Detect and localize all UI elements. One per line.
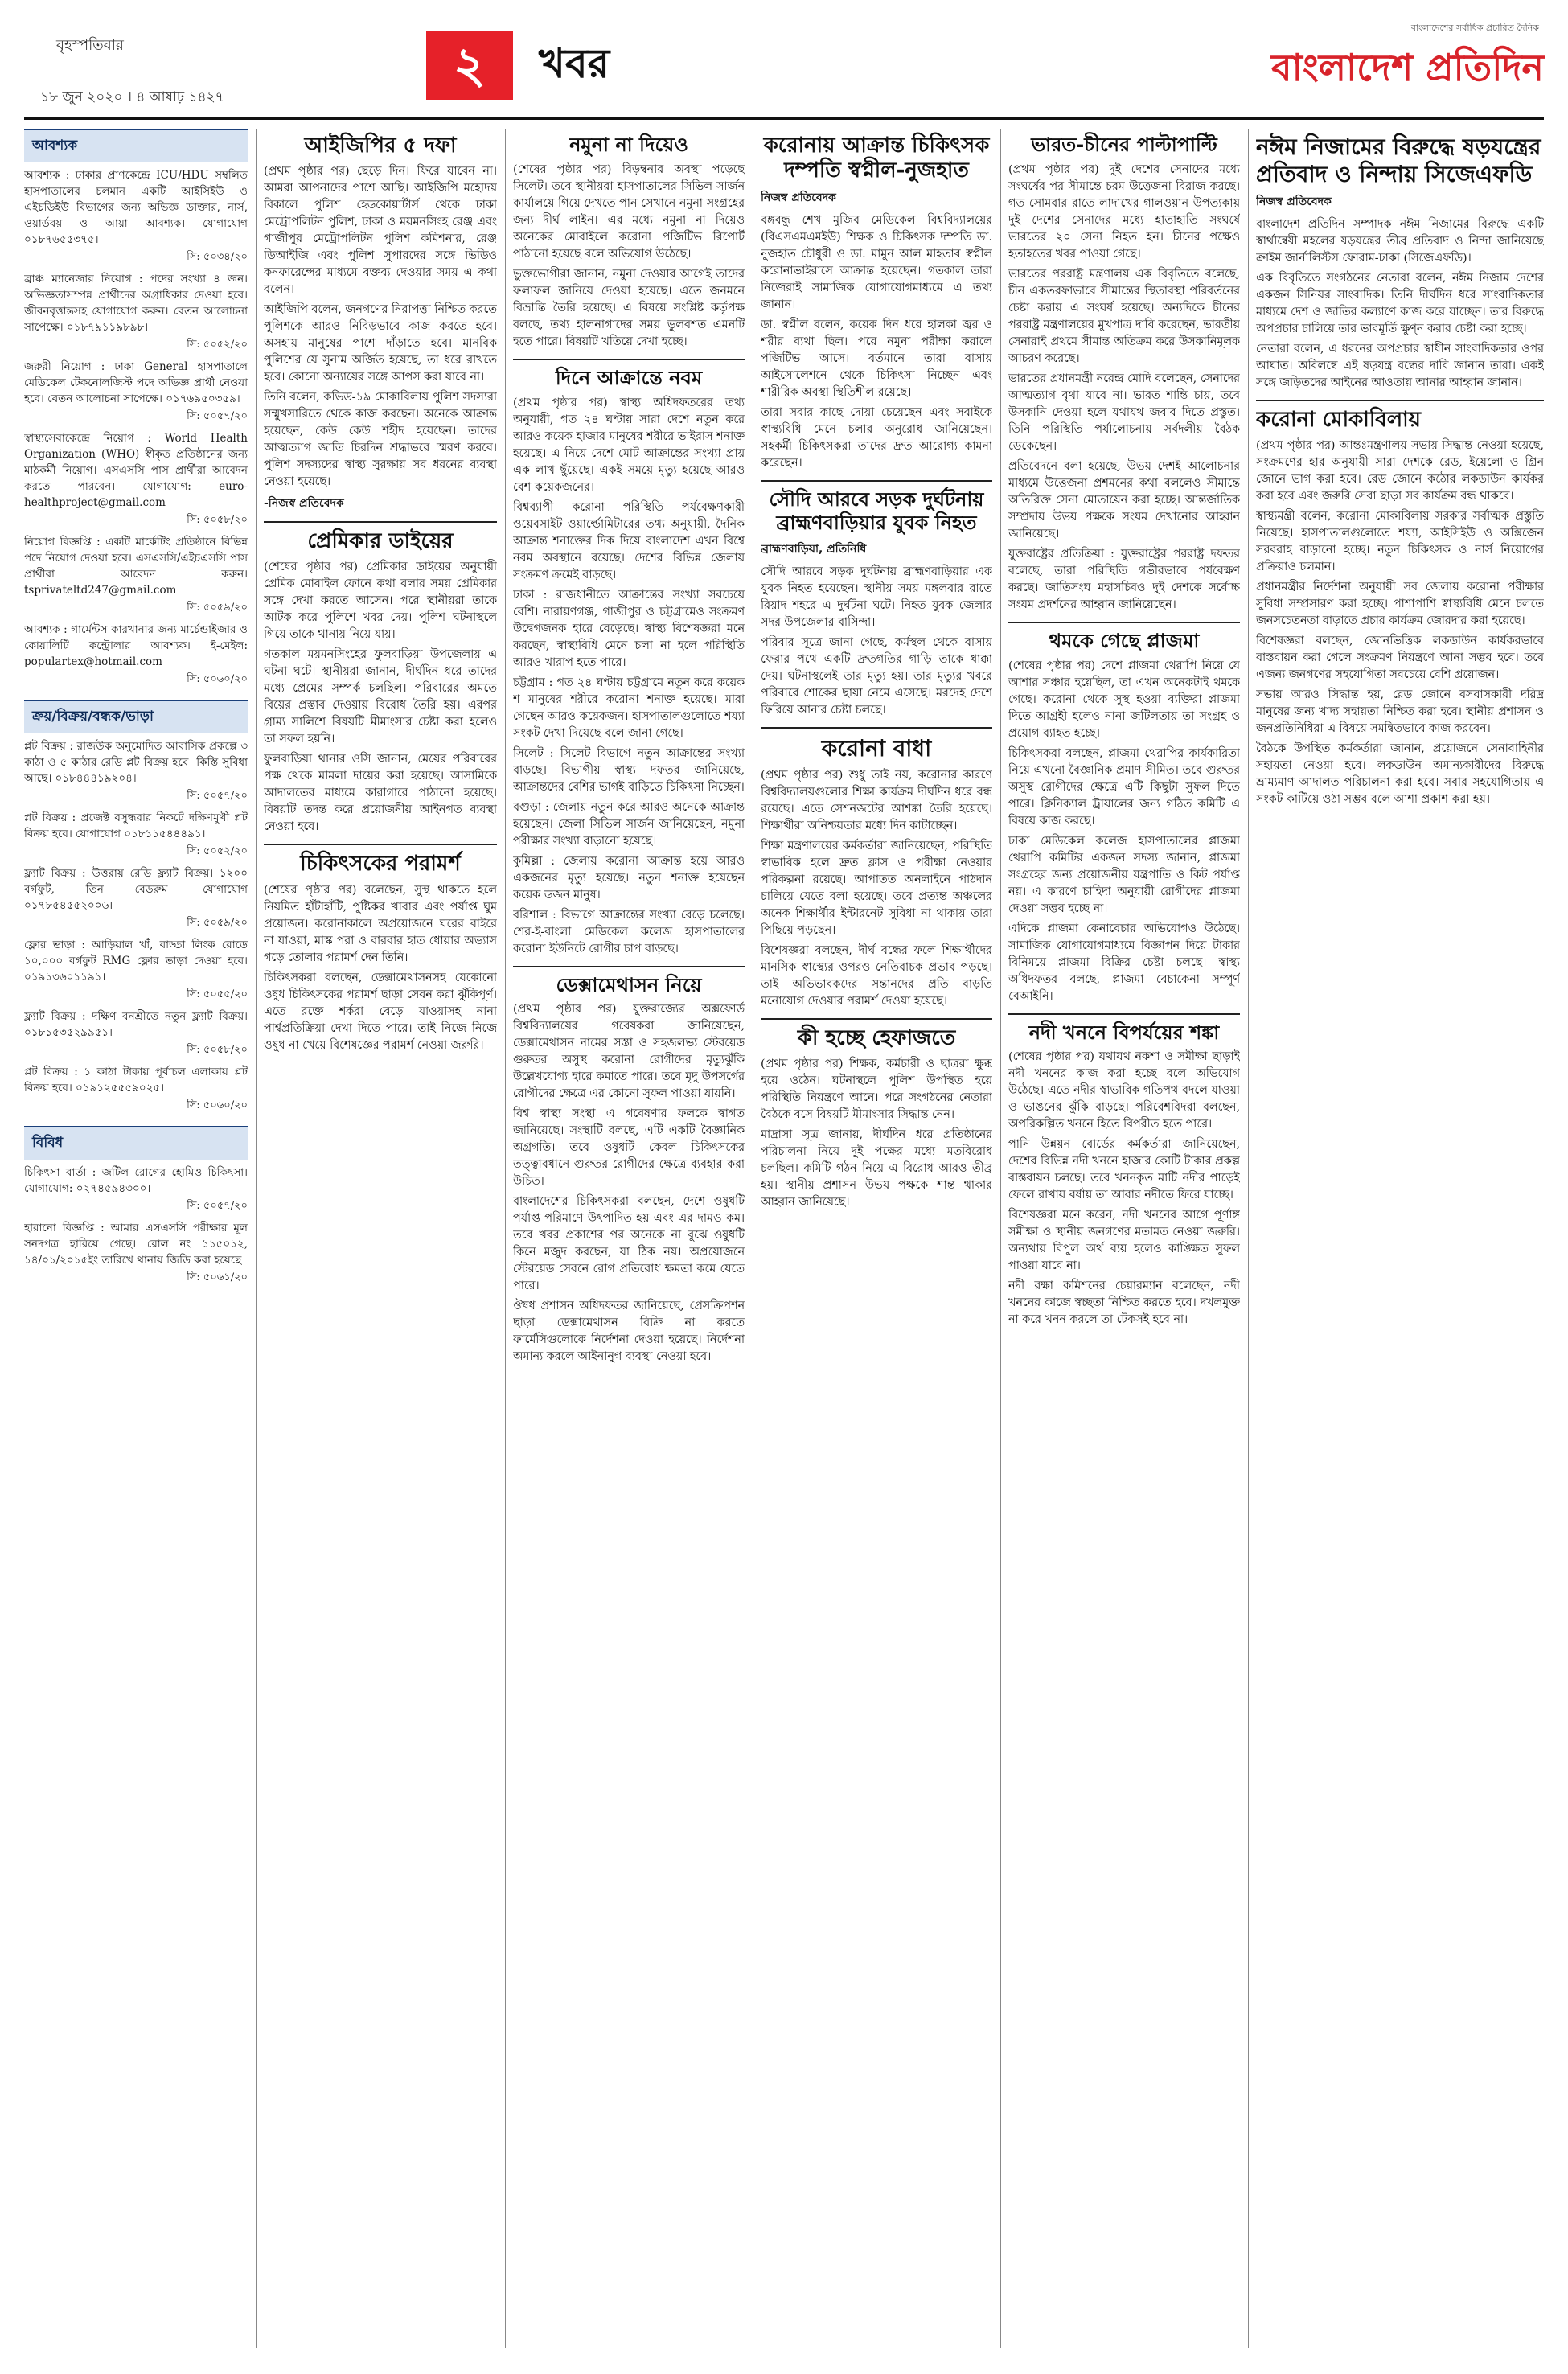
news-article bbox=[761, 133, 992, 472]
newspaper-logo bbox=[1254, 16, 1544, 111]
article-paragraph: (প্রথম পৃষ্ঠার পর) দুই দেশের সেনাদের মধ্যে সংঘর্ষের পর সীমান্তে চরম উত্তেজনা বিরাজ করছে। গত সোমবার রাতে লাদাখের গালওয়ান উপত্যকায় দুই দেশের সেনাদের মধ্যে হাতাহাতি সংঘর্ষে ভারতের ২০ সেনা নিহত হন। চীনের পক্ষেও হতাহতের খবর পাওয়া গেছে। bbox=[1008, 162, 1240, 261]
article-paragraph: ফুলবাড়িয়া থানার ওসি জানান, মেয়ের পরিবারের পক্ষ থেকে মামলা দায়ের করা হয়েছে। আসামিকে আদালতের মাধ্যমে কারাগারে পাঠানো হয়েছে। বিষয়টি তদন্ত করে প্রয়োজনীয় আইনগত ব্যবস্থা নেওয়া হবে। bbox=[264, 753, 497, 834]
article-paragraph: যুক্তরাষ্ট্রের প্রতিক্রিয়া : যুক্তরাষ্ট্রের পররাষ্ট্র দফতর বলেছে, তারা পরিস্থিতি গভীরভাবে পর্যবেক্ষণ করছে। জাতিসংঘ মহাসচিবও দুই দেশকে সর্বোচ্চ সংযম প্রদর্শনের আহ্বান জানিয়েছেন। bbox=[1008, 547, 1240, 611]
news-article bbox=[513, 133, 745, 351]
news-article bbox=[264, 529, 497, 836]
article-byline: নিজস্ব প্রতিবেদক bbox=[761, 191, 836, 205]
article-paragraph: বিশেষজ্ঞরা বলছেন, জোনভিত্তিক লকডাউন কার্যকরভাবে বাস্তবায়ন করা গেলে সংক্রমণ নিয়ন্ত্রণে আনা সম্ভব হবে। তবে এজন্য জনগণের সহযোগিতা সবচেয়ে বেশি প্রয়োজন। bbox=[1256, 635, 1544, 682]
article-headline: ভারত-চীনের পাল্টাপাল্টি bbox=[1031, 133, 1217, 156]
article-headline: আইজিপির ৫ দফা bbox=[304, 133, 457, 158]
article-headline: ডেক্সামেথাসন নিয়ে bbox=[556, 973, 702, 996]
article-paragraph: বগুড়া : জেলায় নতুন করে আরও অনেকে আক্রান্ত হয়েছেন। জেলা সিভিল সার্জন জানিয়েছেন, নমুনা পরীক্ষার সংখ্যা বাড়ানো হয়েছে। bbox=[513, 800, 745, 848]
classified-ad-ref: সি: ৫০৫৭/২০ bbox=[187, 410, 248, 422]
article-paragraph: বরিশাল : বিভাগে আক্রান্তের সংখ্যা বেড়ে চলেছে। শের-ই-বাংলা মেডিকেল কলেজ হাসপাতালের করোনা ইউনিটে রোগীর চাপ বাড়ছে। bbox=[513, 908, 745, 955]
article-paragraph: বিশেষজ্ঞরা বলছেন, দীর্ঘ বন্ধের ফলে শিক্ষার্থীদের মানসিক স্বাস্থ্যের ওপরও নেতিবাচক প্রভাব পড়ছে। তাই অভিভাবকদের সন্তানদের প্রতি বাড়তি মনোযোগ দেওয়ার পরামর্শ দেওয়া হয়েছে। bbox=[761, 943, 992, 1008]
article-paragraph: চট্টগ্রাম : গত ২৪ ঘণ্টায় চট্টগ্রামে নতুন করে কয়েক শ মানুষের শরীরে করোনা শনাক্ত হয়েছে। মারা গেছেন আরও কয়েকজন। হাসপাতালগুলোতে শয্যা সংকট দেখা দিয়েছে বলে জানা গেছে। bbox=[513, 676, 745, 740]
article-paragraph: সভায় আরও সিদ্ধান্ত হয়, রেড জোনে বসবাসকারী দরিদ্র মানুষের জন্য খাদ্য সহায়তা নিশ্চিত করা হবে। স্থানীয় প্রশাসন ও জনপ্রতিনিধিরা এ বিষয়ে সমন্বিতভাবে কাজ করবেন। bbox=[1256, 688, 1544, 736]
article-paragraph: কুমিল্লা : জেলায় করোনা আক্রান্ত হয়ে আরও একজনের মৃত্যু হয়েছে। নতুন শনাক্ত হয়েছেন কয়েক ডজন মানুষ। bbox=[513, 854, 745, 902]
news-article bbox=[1008, 133, 1240, 614]
news-column-5 bbox=[1008, 129, 1240, 2348]
classified-ad bbox=[24, 1220, 248, 1287]
article-headline: থমকে গেছে প্লাজমা bbox=[1049, 629, 1200, 652]
classified-ad bbox=[24, 167, 248, 266]
article-paragraph: এদিকে প্লাজমা কেনাবেচার অভিযোগও উঠেছে। সামাজিক যোগাযোগমাধ্যমে বিজ্ঞাপন দিয়ে টাকার বিনিময়ে প্লাজমা বিক্রির চেষ্টা চলছে। স্বাস্থ্য অধিদফতর বলছে, প্লাজমা বেচাকেনা সম্পূর্ণ বেআইনি। bbox=[1008, 922, 1240, 1003]
news-article bbox=[761, 488, 992, 719]
article-headline: নদী খননে বিপর্যয়ের শঙ্কা bbox=[1028, 1021, 1220, 1044]
article-paragraph: (শেষের পৃষ্ঠার পর) বলেছেন, সুস্থ থাকতে হলে নিয়মিত হাঁটাহাঁটি, পুষ্টিকর খাবার এবং পর্যাপ্ত ঘুম প্রয়োজন। করোনাকালে অপ্রয়োজনে ঘরের বাইরে না যাওয়া, মাস্ক পরা ও বারবার হাত ধোয়ার অভ্যাস গড়ে তোলার পরামর্শ দেন তিনি। bbox=[264, 883, 497, 964]
article-separator bbox=[264, 521, 497, 523]
classified-ad bbox=[24, 1164, 248, 1215]
classified-ad-text: ফ্ল্যাট বিক্রয় : উত্তরায় রেডি ফ্ল্যাট বিক্রয়। ১২০০ বর্গফুট, তিন বেডরুম। যোগাযোগ ০১৭৮৫৪৫৫২০০৬। bbox=[24, 867, 248, 912]
classified-ad-text: প্লট বিক্রয় : প্রজেক্ট বসুন্ধরার নিকটে দক্ষিণমুখী প্লট বিক্রয় হবে। যোগাযোগ ০১৮১১৫৪৪৪৯১। bbox=[24, 811, 248, 840]
column-divider bbox=[1248, 129, 1249, 2348]
classified-section-title: বিবিধ bbox=[24, 1126, 248, 1160]
article-headline: নমুনা না দিয়েও bbox=[569, 133, 688, 156]
classified-section-title: ক্রয়/বিক্রয়/বন্ধক/ভাড়া bbox=[24, 700, 248, 733]
article-paragraph: ভারতের প্রধানমন্ত্রী নরেন্দ্র মোদি বলেছেন, সেনাদের আত্মত্যাগ বৃথা যাবে না। ভারত শান্তি চায়, তবে উসকানি দেওয়া হলে যথাযথ জবাব দিতে প্রস্তুত। তিনি পরিস্থিতি পর্যালোচনায় সর্বদলীয় বৈঠক ডেকেছেন। bbox=[1008, 372, 1240, 453]
classified-list bbox=[24, 738, 248, 1115]
article-paragraph: (প্রথম পৃষ্ঠার পর) শিক্ষক, কর্মচারী ও ছাত্ররা ক্ষুব্ধ হয়ে ওঠেন। ঘটনাস্থলে পুলিশ উপস্থিত হয়ে পরিস্থিতি নিয়ন্ত্রণে আনে। পরে সংগঠনের নেতারা বৈঠকে বসে বিষয়টি মীমাংসার সিদ্ধান্ত নেন। bbox=[761, 1057, 992, 1121]
classifieds-column bbox=[24, 129, 248, 2348]
classified-ad-text: নিয়োগ বিজ্ঞপ্তি : একটি মার্কেটিং প্রতিষ্ঠানে বিভিন্ন পদে নিয়োগ দেওয়া হবে। এসএসসি/এইচএসসি পাস প্রার্থীরা আবেদন করুন। tsprivateltd247@gmail.com bbox=[24, 536, 248, 597]
news-column-4 bbox=[761, 129, 992, 2348]
article-paragraph: তারা সবার কাছে দোয়া চেয়েছেন এবং সবাইকে স্বাস্থ্যবিধি মেনে চলার অনুরোধ জানিয়েছেন। সহকর্মী চিকিৎসকরা তাদের দ্রুত আরোগ্য কামনা করেছেন। bbox=[761, 406, 992, 470]
classified-ad-text: জরুরী নিয়োগ : ঢাকা General হাসপাতালে মেডিকেল টেকনোলজিস্ট পদে অভিজ্ঞ প্রার্থী নেওয়া হবে। বেতন আলোচনা সাপেক্ষে। ০১৭৬৯৫০৩৫৯। bbox=[24, 360, 248, 405]
article-paragraph: পানি উন্নয়ন বোর্ডের কর্মকর্তারা জানিয়েছেন, দেশের বিভিন্ন নদী খননে হাজার কোটি টাকার প্রকল্প বাস্তবায়ন চলছে। তবে খননকৃত মাটি নদীর পাড়েই ফেলে রাখায় বর্ষায় তা আবার নদীতে ফিরে যাচ্ছে। bbox=[1008, 1138, 1240, 1202]
classified-ad bbox=[24, 534, 248, 617]
article-paragraph: বাংলাদেশের চিকিৎসকরা বলছেন, দেশে ওষুধটি পর্যাপ্ত পরিমাণে উৎপাদিত হয় এবং এর দামও কম। তবে খবর প্রকাশের পর অনেকে না বুঝে ওষুধটি কিনে মজুদ করছেন, যা ঠিক নয়। অপ্রয়োজনে স্টেরয়েড সেবনে রোগ প্রতিরোধ ক্ষমতা কমে যেতে পারে। bbox=[513, 1195, 745, 1293]
article-paragraph: (শেষের পৃষ্ঠার পর) প্রেমিকার ডাইয়ের অনুযায়ী প্রেমিক মোবাইল ফোনে কথা বলার সময় প্রেমিকার সঙ্গে দেখা করতে আসেন। পরে স্থানীয়রা তাকে আটক করে পুলিশে খবর দেয়। পুলিশ ঘটনাস্থলে গিয়ে তাকে থানায় নিয়ে যায়। bbox=[264, 561, 497, 642]
column-divider bbox=[256, 129, 257, 2348]
classified-ad-text: আবশ্যক : ঢাকার প্রাণকেন্দ্রে ICU/HDU সম্বলিত হাসপাতালের চলমান একটি আইসিইউ ও এইচডিইউ বিভাগের জন্য অভিজ্ঞ ডাক্তার, নার্স, ওয়ার্ডবয় ও আয়া আবশ্যক। যোগাযোগ ০১৮৭৬৫৫৩৭৫। bbox=[24, 169, 248, 246]
article-separator bbox=[264, 844, 497, 845]
article-paragraph: শিক্ষা মন্ত্রণালয়ের কর্মকর্তারা জানিয়েছেন, পরিস্থিতি স্বাভাবিক হলে দ্রুত ক্লাস ও পরীক্ষা নেওয়ার পরিকল্পনা রয়েছে। আপাতত অনলাইনে পাঠদান চালিয়ে যেতে বলা হয়েছে। তবে প্রত্যন্ত অঞ্চলের অনেক শিক্ষার্থীর ইন্টারনেট সুবিধা না থাকায় তারা পিছিয়ে পড়ছেন। bbox=[761, 839, 992, 937]
article-paragraph: (প্রথম পৃষ্ঠার পর) শুধু তাই নয়, করোনার কারণে বিশ্ববিদ্যালয়গুলোর শিক্ষা কার্যক্রম দীর্ঘদিন ধরে বন্ধ রয়েছে। এতে সেশনজটের আশঙ্কা তৈরি হয়েছে। শিক্ষার্থীরা অনিশ্চয়তার মধ্যে দিন কাটাচ্ছেন। bbox=[761, 768, 992, 832]
news-article bbox=[1008, 1021, 1240, 1329]
classified-ad-ref: সি: ৫০৫২/২০ bbox=[187, 845, 248, 857]
article-headline: সৌদি আরবে সড়ক দুর্ঘটনায় ব্রাহ্মণবাড়িয়ার যুবক নিহত bbox=[769, 488, 984, 535]
article-headline: নঈম নিজামের বিরুদ্ধে ষড়যন্ত্রের প্রতিবাদ ও নিন্দায় সিজেএফডি bbox=[1256, 133, 1541, 187]
classified-ad-text: প্লট বিক্রয় : ১ কাঠা টাকায় পূর্বাচল এলাকায় প্লট বিক্রয় হবে। ০১৯১২৫৫৫৯০২৫। bbox=[24, 1066, 248, 1095]
article-separator bbox=[761, 480, 992, 482]
classified-ad bbox=[24, 1064, 248, 1115]
masthead-day: বৃহস্পতিবার bbox=[56, 37, 124, 54]
article-separator bbox=[513, 359, 745, 360]
news-column-6 bbox=[1256, 129, 1544, 2348]
news-article bbox=[264, 852, 497, 1054]
classified-ad-ref: সি: ৫০৫৯/২০ bbox=[187, 602, 248, 614]
classified-ad bbox=[24, 430, 248, 529]
article-byline: -নিজস্ব প্রতিবেদক bbox=[264, 497, 344, 511]
classified-ad-text: ব্রাঞ্চ ম্যানেজার নিয়োগ : পদের সংখ্যা ৪ জন। অভিজ্ঞতাসম্পন্ন প্রার্থীদের অগ্রাধিকার দেওয়া হবে। জীবনবৃত্তান্তসহ যোগাযোগ করুন। বেতন আলোচনা সাপেক্ষে। ০১৮৭৯১১৯৮৯৮। bbox=[24, 273, 248, 334]
classified-ad-ref: সি: ৫০৫৮/২০ bbox=[187, 1044, 248, 1056]
article-paragraph: (প্রথম পৃষ্ঠার পর) আন্তঃমন্ত্রণালয় সভায় সিদ্ধান্ত নেওয়া হয়েছে, সংক্রমণের হার অনুযায়ী সারা দেশকে রেড, ইয়েলো ও গ্রিন জোনে ভাগ করা হবে। রেড জোনে কঠোর লকডাউন কার্যকর করা হবে এবং জরুরি সেবা ছাড়া সব কার্যক্রম বন্ধ থাকবে। bbox=[1256, 439, 1544, 503]
classified-ad-text: চিকিৎসা বার্তা : জটিল রোগের হোমিও চিকিৎসা। যোগাযোগ: ০২৭৪৫৯৪৩০০। bbox=[24, 1166, 248, 1195]
news-article bbox=[513, 367, 745, 958]
news-article bbox=[1008, 630, 1240, 1005]
article-separator bbox=[1008, 622, 1240, 623]
article-headline: দিনে আক্রান্তে নবম bbox=[555, 366, 703, 389]
article-headline: করোনা বাধা bbox=[821, 734, 932, 762]
article-paragraph: নদী রক্ষা কমিশনের চেয়ারম্যান বলেছেন, নদী খননের কাজে স্বচ্ছতা নিশ্চিত করতে হবে। দখলমুক্ত না করে খনন করলে তা টেকসই হবে না। bbox=[1008, 1279, 1240, 1327]
classified-ad-ref: সি: ৫০৩৪/২০ bbox=[187, 251, 248, 263]
classified-ad-ref: সি: ৫০৬০/২০ bbox=[187, 1099, 248, 1111]
article-separator bbox=[761, 727, 992, 729]
article-paragraph: (প্রথম পৃষ্ঠার পর) যুক্তরাজ্যের অক্সফোর্ড বিশ্ববিদ্যালয়ের গবেষকরা জানিয়েছেন, ডেক্সামেথাসন নামের সস্তা ও সহজলভ্য স্টেরয়েড গুরুতর অসুস্থ করোনা রোগীদের মৃত্যুঝুঁকি উল্লেখযোগ্য হারে কমাতে পারে। তবে মৃদু উপসর্গের রোগীদের ক্ষেত্রে এর কোনো সুফল পাওয়া যায়নি। bbox=[513, 1003, 745, 1101]
article-paragraph: নেতারা বলেন, এ ধরনের অপপ্রচার স্বাধীন সাংবাদিকতার ওপর আঘাত। অবিলম্বে এই ষড়যন্ত্র বন্ধের দাবি জানান তারা। একই সঙ্গে জড়িতদের আইনের আওতায় আনার আহ্বান জানান। bbox=[1256, 343, 1544, 390]
classified-ad-ref: সি: ৫০৫৭/২০ bbox=[187, 1200, 248, 1212]
classified-ad-text: ফ্লোর ভাড়া : আড়িয়াল খাঁ, বাড্ডা লিংক রোডে ১০,০০০ বর্গফুট RMG ফ্লোর ভাড়া দেওয়া হবে। ০১৯১৩৬০১১৯১। bbox=[24, 939, 248, 984]
classified-ad-ref: সি: ৫০৫৮/২০ bbox=[187, 514, 248, 526]
classified-ad-ref: সি: ৫০৬১/২০ bbox=[187, 1271, 248, 1284]
article-headline: করোনায় আক্রান্ত চিকিৎসক দম্পতি স্বপ্নীল-নুজহাত bbox=[763, 133, 990, 183]
classified-ad-ref: সি: ৫০৫৯/২০ bbox=[187, 917, 248, 929]
article-paragraph: আইজিপি বলেন, জনগণের নিরাপত্তা নিশ্চিত করতে পুলিশকে আরও নিবিড়ভাবে কাজ করতে হবে। অসহায় মানুষের পাশে দাঁড়াতে হবে। মানবিক পুলিশের যে সুনাম অর্জিত হয়েছে, তা ধরে রাখতে হবে। কোনো অন্যায়ের সঙ্গে আপস করা যাবে না। bbox=[264, 303, 497, 384]
classified-section-title: আবশ্যক bbox=[24, 129, 248, 162]
article-byline: নিজস্ব প্রতিবেদক bbox=[1256, 195, 1332, 209]
article-paragraph: পরিবার সূত্রে জানা গেছে, কর্মস্থল থেকে বাসায় ফেরার পথে একটি দ্রুতগতির গাড়ি তাকে ধাক্কা দেয়। ঘটনাস্থলেই তার মৃত্যু হয়। তার মৃত্যুর খবরে পরিবারে শোকের ছায়া নেমে এসেছে। মরদেহ দেশে ফিরিয়ে আনার চেষ্টা চলছে। bbox=[761, 635, 992, 717]
article-paragraph: তিনি বলেন, কভিড-১৯ মোকাবিলায় পুলিশ সদস্যরা সম্মুখসারিতে থেকে কাজ করছেন। অনেকে আক্রান্ত হয়েছেন, কেউ কেউ শহীদ হয়েছেন। তাদের আত্মত্যাগ জাতি চিরদিন শ্রদ্ধাভরে স্মরণ করবে। পুলিশ সদস্যদের স্বাস্থ্য সুরক্ষায় সব ধরনের ব্যবস্থা নেওয়া হয়েছে। bbox=[264, 391, 497, 489]
masthead bbox=[24, 16, 1544, 113]
article-paragraph: মাদ্রাসা সূত্র জানায়, দীর্ঘদিন ধরে প্রতিষ্ঠানের পরিচালনা নিয়ে দুই পক্ষের মধ্যে মতবিরোধ চলছিল। কমিটি গঠন নিয়ে এ বিরোধ আরও তীব্র হয়। স্থানীয় প্রশাসন উভয় পক্ষকে শান্ত থাকার আহ্বান জানিয়েছে। bbox=[761, 1127, 992, 1209]
news-article bbox=[761, 1026, 992, 1211]
logo-brand-name: বাংলাদেশ প্রতিদিন bbox=[1270, 46, 1544, 89]
article-paragraph: সিলেট : সিলেট বিভাগে নতুন আক্রান্তের সংখ্যা বাড়ছে। বিভাগীয় স্বাস্থ্য দফতর জানিয়েছে, আক্রান্তদের বেশির ভাগই বাড়িতে চিকিৎসা নিচ্ছেন। bbox=[513, 746, 745, 794]
article-headline: প্রেমিকার ডাইয়ের bbox=[307, 529, 454, 554]
classified-ad bbox=[24, 622, 248, 688]
article-paragraph: বিশ্ব স্বাস্থ্য সংস্থা এ গবেষণার ফলকে স্বাগত জানিয়েছে। সংস্থাটি বলছে, এটি একটি বৈজ্ঞানিক অগ্রগতি। তবে ওষুধটি কেবল চিকিৎসকের তত্ত্বাবধানে গুরুতর রোগীদের ক্ষেত্রে ব্যবহার করা উচিত। bbox=[513, 1107, 745, 1189]
article-paragraph: (শেষের পৃষ্ঠার পর) বিড়ম্বনার অবস্থা পড়েছে সিলেট। তবে স্থানীয়রা হাসপাতালের সিভিল সার্জন কার্যালয়ে গিয়ে দেখতে পান সেখানে নমুনা সংগ্রহের জন্য দীর্ঘ লাইন। এর মধ্যে নমুনা না দিয়েও অনেকের মোবাইলে করোনা পজিটিভ রিপোর্ট পাঠানো হয়েছে বলে অভিযোগ উঠেছে। bbox=[513, 162, 745, 261]
article-separator bbox=[761, 1018, 992, 1020]
article-paragraph: গতকাল ময়মনসিংহের ফুলবাড়িয়া উপজেলায় এ ঘটনা ঘটে। স্থানীয়রা জানান, দীর্ঘদিন ধরে তাদের মধ্যে প্রেমের সম্পর্ক চলছিল। পরিবারের অমতে বিয়ের প্রস্তাব দেওয়ায় বিরোধ তৈরি হয়। এরপর গ্রাম্য সালিশে বিষয়টি মীমাংসার চেষ্টা করা হলেও তা সফল হয়নি। bbox=[264, 648, 497, 746]
article-paragraph: বিশ্বব্যাপী করোনা পরিস্থিতি পর্যবেক্ষণকারী ওয়েবসাইট ওয়ার্ল্ডোমিটারের তথ্য অনুযায়ী, দৈনিক আক্রান্ত শনাক্তের দিক দিয়ে বাংলাদেশ এখন বিশ্বে নবম অবস্থানে রয়েছে। দেশের বিভিন্ন জেলায় সংক্রমণ ক্রমেই বাড়ছে। bbox=[513, 500, 745, 581]
news-article bbox=[264, 133, 497, 513]
classified-list bbox=[24, 1164, 248, 1287]
news-column-2 bbox=[264, 129, 497, 2348]
article-paragraph: ঢাকা : রাজধানীতে আক্রান্তের সংখ্যা সবচেয়ে বেশি। নারায়ণগঞ্জ, গাজীপুর ও চট্টগ্রামেও সংক্রমণ উদ্বেগজনক হারে বেড়েছে। স্বাস্থ্য বিশেষজ্ঞরা মনে করছেন, স্বাস্থ্যবিধি মেনে চলা না হলে পরিস্থিতি আরও খারাপ হতে পারে। bbox=[513, 588, 745, 669]
article-separator bbox=[1256, 400, 1544, 401]
classified-ad bbox=[24, 359, 248, 425]
article-paragraph: (শেষের পৃষ্ঠার পর) দেশে প্লাজমা থেরাপি নিয়ে যে আশার সঞ্চার হয়েছিল, তা এখন অনেকটাই থমকে গেছে। করোনা থেকে সুস্থ হওয়া ব্যক্তিরা প্লাজমা দিতে আগ্রহী হলেও নানা জটিলতায় তা সংগ্রহ ও প্রয়োগ ব্যাহত হচ্ছে। bbox=[1008, 659, 1240, 740]
article-paragraph: বৈঠকে উপস্থিত কর্মকর্তারা জানান, প্রয়োজনে সেনাবাহিনীর সহায়তা নেওয়া হবে। লকডাউন অমান্যকারীদের বিরুদ্ধে ভ্রাম্যমাণ আদালত পরিচালনা করা হবে। সবার সহযোগিতায় এ সংকট কাটিয়ে ওঠা সম্ভব বলে আশা প্রকাশ করা হয়। bbox=[1256, 742, 1544, 807]
news-article bbox=[1256, 133, 1544, 392]
column-divider bbox=[1000, 129, 1001, 2348]
classified-ad bbox=[24, 1008, 248, 1059]
classified-ad-text: প্লট বিক্রয় : রাজউক অনুমোদিত আবাসিক প্রকল্পে ৩ কাঠা ও ৫ কাঠার রেডি প্লট বিক্রয় হবে। কিস্তি সুবিধা আছে। ০১৮৪৪৪১৯২০৪। bbox=[24, 740, 248, 785]
classified-ad-text: আবশ্যক : গার্মেন্টস কারখানার জন্য মার্চেন্ডাইজার ও কোয়ালিটি কন্ট্রোলার আবশ্যক। ই-মেইল: populartex@hotmail.com bbox=[24, 623, 248, 668]
article-paragraph: বাংলাদেশ প্রতিদিন সম্পাদক নঈম নিজামের বিরুদ্ধে একটি স্বার্থান্বেষী মহলের ষড়যন্ত্রের তীব্র প্রতিবাদ ও নিন্দা জানিয়েছে ক্রাইম জার্নালিস্টস ফোরাম-ঢাকা (সিজেএফডি)। bbox=[1256, 218, 1544, 265]
article-headline: চিকিৎসকের পরামর্শ bbox=[300, 852, 461, 877]
article-paragraph: প্রধানমন্ত্রীর নির্দেশনা অনুযায়ী সব জেলায় করোনা পরীক্ষার সুবিধা সম্প্রসারণ করা হচ্ছে। পাশাপাশি স্বাস্থ্যবিধি মেনে চলতে জনসচেতনতা বাড়াতে প্রচার কার্যক্রম জোরদার করা হয়েছে। bbox=[1256, 581, 1544, 628]
article-paragraph: স্বাস্থ্যমন্ত্রী বলেন, করোনা মোকাবিলায় সরকার সর্বাত্মক প্রস্তুতি নিয়েছে। হাসপাতালগুলোতে শয্যা, আইসিইউ ও অক্সিজেন সরবরাহ বাড়ানো হচ্ছে। নতুন চিকিৎসক ও নার্স নিয়োগের প্রক্রিয়াও চলমান। bbox=[1256, 510, 1544, 574]
article-paragraph: প্রতিবেদনে বলা হয়েছে, উভয় দেশই আলোচনার মাধ্যমে উত্তেজনা প্রশমনের কথা বললেও সীমান্তে অতিরিক্ত সেনা মোতায়েন করা হচ্ছে। আন্তর্জাতিক সম্প্রদায় উভয় পক্ষকে সংযম দেখানোর আহ্বান জানিয়েছে। bbox=[1008, 459, 1240, 540]
news-article bbox=[1256, 408, 1544, 808]
article-paragraph: (শেষের পৃষ্ঠার পর) যথাযথ নকশা ও সমীক্ষা ছাড়াই নদী খননের কাজ করা হচ্ছে বলে অভিযোগ উঠেছে। এতে নদীর স্বাভাবিক গতিপথ বদলে যাওয়া ও ভাঙনের ঝুঁকি বাড়ছে। পরিবেশবিদরা বলছেন, অপরিকল্পিত খননে হিতে বিপরীত হতে পারে। bbox=[1008, 1050, 1240, 1132]
section-title: খবর bbox=[539, 40, 610, 87]
classified-ad bbox=[24, 865, 248, 932]
article-paragraph: চিকিৎসকরা বলছেন, ডেক্সামেথাসনসহ যেকোনো ওষুধ চিকিৎসকের পরামর্শ ছাড়া সেবন করা ঝুঁকিপূর্ণ। এতে রক্তে শর্করা বেড়ে যাওয়াসহ নানা পার্শ্বপ্রতিক্রিয়া দেখা দিতে পারে। তাই নিজে নিজে ওষুধ না খেয়ে বিশেষজ্ঞের পরামর্শ নেওয়া জরুরি। bbox=[264, 971, 497, 1052]
classified-ad-text: হারানো বিজ্ঞপ্তি : আমার এসএসসি পরীক্ষার মূল সনদপত্র হারিয়ে গেছে। রোল নং ১১৫০১২, ১৪/০১/২০১৫ইং তারিখে থানায় জিডি করা হয়েছে। bbox=[24, 1222, 248, 1267]
classified-ad bbox=[24, 937, 248, 1004]
classified-ad bbox=[24, 271, 248, 354]
article-headline: কী হচ্ছে হেফাজতে bbox=[797, 1025, 956, 1050]
article-paragraph: বঙ্গবন্ধু শেখ মুজিব মেডিকেল বিশ্ববিদ্যালয়ের (বিএসএমএমইউ) শিক্ষক ও চিকিৎসক দম্পতি ডা. নুজহাত চৌধুরী ও ডা. মামুন আল মাহতাব স্বপ্নীল করোনাভাইরাসে আক্রান্ত হয়েছেন। গতকাল তারা নিজেরাই সামাজিক যোগাযোগমাধ্যমে এ তথ্য জানান। bbox=[761, 214, 992, 312]
news-article bbox=[761, 735, 992, 1010]
column-divider bbox=[505, 129, 506, 2348]
classified-ad-ref: সি: ৫০৫৫/২০ bbox=[187, 988, 248, 1000]
article-paragraph: ভুক্তভোগীরা জানান, নমুনা দেওয়ার আগেই তাদের ফলাফল জানিয়ে দেওয়া হয়েছে। এতে জনমনে বিভ্রান্তি তৈরি হয়েছে। এ বিষয়ে সংশ্লিষ্ট কর্তৃপক্ষ বলছে, তথ্য হালনাগাদের সময় ভুলবশত এমনটি হতে পারে। বিষয়টি খতিয়ে দেখা হচ্ছে। bbox=[513, 267, 745, 348]
logo-tagline: বাংলাদেশের সর্বাধিক প্রচারিত দৈনিক bbox=[1410, 23, 1539, 33]
article-paragraph: চিকিৎসকরা বলছেন, প্লাজমা থেরাপির কার্যকারিতা নিয়ে এখনো বৈজ্ঞানিক প্রমাণ সীমিত। তবে গুরুতর অসুস্থ রোগীদের ক্ষেত্রে এটি কিছুটা সুফল দিতে পারে। ক্লিনিক্যাল ট্রায়ালের জন্য গঠিত কমিটি এ বিষয়ে কাজ করছে। bbox=[1008, 746, 1240, 828]
classified-list bbox=[24, 167, 248, 688]
classified-ad-ref: সি: ৫০৫৭/২০ bbox=[187, 790, 248, 802]
article-separator bbox=[1008, 1013, 1240, 1015]
classified-ad-ref: সি: ৫০৫২/২০ bbox=[187, 339, 248, 351]
page-number: ২ bbox=[426, 31, 513, 100]
article-paragraph: সৌদি আরবে সড়ক দুর্ঘটনায় ব্রাহ্মণবাড়িয়ার এক যুবক নিহত হয়েছেন। স্থানীয় সময় মঙ্গলবার রাতে রিয়াদ শহরে এ দুর্ঘটনা ঘটে। নিহত যুবক জেলার সদর উপজেলার বাসিন্দা। bbox=[761, 565, 992, 629]
article-paragraph: ঢাকা মেডিকেল কলেজ হাসপাতালের প্লাজমা থেরাপি কমিটির একজন সদস্য জানান, প্লাজমা সংগ্রহের জন্য প্রয়োজনীয় যন্ত্রপাতি ও কিট পর্যাপ্ত নয়। এ কারণে চাহিদা অনুযায়ী রোগীদের প্লাজমা দেওয়া সম্ভব হচ্ছে না। bbox=[1008, 834, 1240, 915]
news-article bbox=[513, 974, 745, 1366]
classified-ad-text: ফ্ল্যাট বিক্রয় : দক্ষিণ বনশ্রীতে নতুন ফ্ল্যাট বিক্রয়। ০১৮১৫৩৫২৯৯৫১। bbox=[24, 1010, 248, 1039]
article-byline: ব্রাহ্মণবাড়িয়া, প্রতিনিধি bbox=[761, 542, 867, 556]
article-headline: করোনা মোকাবিলায় bbox=[1256, 408, 1421, 433]
classified-ad bbox=[24, 738, 248, 805]
classified-ad bbox=[24, 810, 248, 860]
article-paragraph: ডা. স্বপ্নীল বলেন, কয়েক দিন ধরে হালকা জ্বর ও শরীর ব্যথা ছিল। পরে নমুনা পরীক্ষা করালে পজিটিভ আসে। বর্তমানে তারা বাসায় আইসোলেশনে থেকে চিকিৎসা নিচ্ছেন এবং শারীরিক অবস্থা স্থিতিশীল রয়েছে। bbox=[761, 318, 992, 400]
classified-ad-text: স্বাস্থ্যসেবাকেন্দ্রে নিয়োগ : World Health Organization (WHO) স্বীকৃত প্রতিষ্ঠানের জন্য মাঠকর্মী নিয়োগ। এসএসসি পাস প্রার্থীরা আবেদন করতে পারবেন। যোগাযোগ: euro-healthproject@gmail.com bbox=[24, 432, 248, 509]
masthead-rule bbox=[24, 117, 1544, 120]
article-paragraph: ঔষধ প্রশাসন অধিদফতর জানিয়েছে, প্রেসক্রিপশন ছাড়া ডেক্সামেথাসন বিক্রি না করতে ফার্মেসিগুলোকে নির্দেশনা দেওয়া হয়েছে। নির্দেশনা অমান্য করলে আইনানুগ ব্যবস্থা নেওয়া হবে। bbox=[513, 1300, 745, 1364]
article-paragraph: (প্রথম পৃষ্ঠার পর) ছেড়ে দিন। ফিরে যাবেন না। আমরা আপনাদের পাশে আছি। আইজিপি মহোদয় বিকালে পুলিশ হেডকোয়ার্টার্স থেকে ঢাকা মেট্রোপলিটন পুলিশ, ঢাকা ও ময়মনসিংহ রেঞ্জ এবং গাজীপুর মেট্রোপলিটন পুলিশ কমিশনার, রেঞ্জ ডিআইজি এবং পুলিশ সুপারদের সঙ্গে ভিডিও কনফারেন্সের মাধ্যমে বক্তব্য দেওয়ার সময় এ কথা বলেন। bbox=[264, 165, 497, 297]
article-paragraph: ভারতের পররাষ্ট্র মন্ত্রণালয় এক বিবৃতিতে বলেছে, চীন একতরফাভাবে সীমান্তের স্থিতাবস্থা পরিবর্তনের চেষ্টা করায় এ সংঘর্ষ হয়েছে। অন্যদিকে চীনের পররাষ্ট্র মন্ত্রণালয়ের মুখপাত্র দাবি করেছেন, ভারতীয় সেনারাই প্রথমে সীমান্ত অতিক্রম করে উসকানিমূলক আচরণ করেছে। bbox=[1008, 267, 1240, 365]
classified-ad-ref: সি: ৫০৬০/২০ bbox=[187, 673, 248, 685]
article-paragraph: বিশেষজ্ঞরা মনে করেন, নদী খননের আগে পূর্ণাঙ্গ সমীক্ষা ও স্থানীয় জনগণের মতামত নেওয়া জরুরি। অন্যথায় বিপুল অর্থ ব্যয় হলেও কাঙ্ক্ষিত সুফল পাওয়া যাবে না। bbox=[1008, 1209, 1240, 1273]
article-paragraph: (প্রথম পৃষ্ঠার পর) স্বাস্থ্য অধিদফতরের তথ্য অনুযায়ী, গত ২৪ ঘণ্টায় সারা দেশে নতুন করে আরও কয়েক হাজার মানুষের শরীরে ভাইরাস শনাক্ত হয়েছে। এ নিয়ে দেশে মোট আক্রান্তের সংখ্যা প্রায় এক লাখ ছুঁয়েছে। একই সময়ে মৃত্যু হয়েছে আরও বেশ কয়েকজনের। bbox=[513, 396, 745, 494]
article-separator bbox=[513, 966, 745, 967]
article-paragraph: এক বিবৃতিতে সংগঠনের নেতারা বলেন, নঈম নিজাম দেশের একজন সিনিয়র সাংবাদিক। তিনি দীর্ঘদিন ধরে সাংবাদিকতার মাধ্যমে দেশ ও জাতির কল্যাণে কাজ করে যাচ্ছেন। তার বিরুদ্ধে অপপ্রচার চালিয়ে তার ভাবমূর্তি ক্ষুণ্ন করার চেষ্টা করা হচ্ছে। bbox=[1256, 272, 1544, 336]
masthead-date: ১৮ জুন ২০২০ । ৪ আষাঢ় ১৪২৭ bbox=[40, 89, 224, 105]
news-column-3 bbox=[513, 129, 745, 2348]
